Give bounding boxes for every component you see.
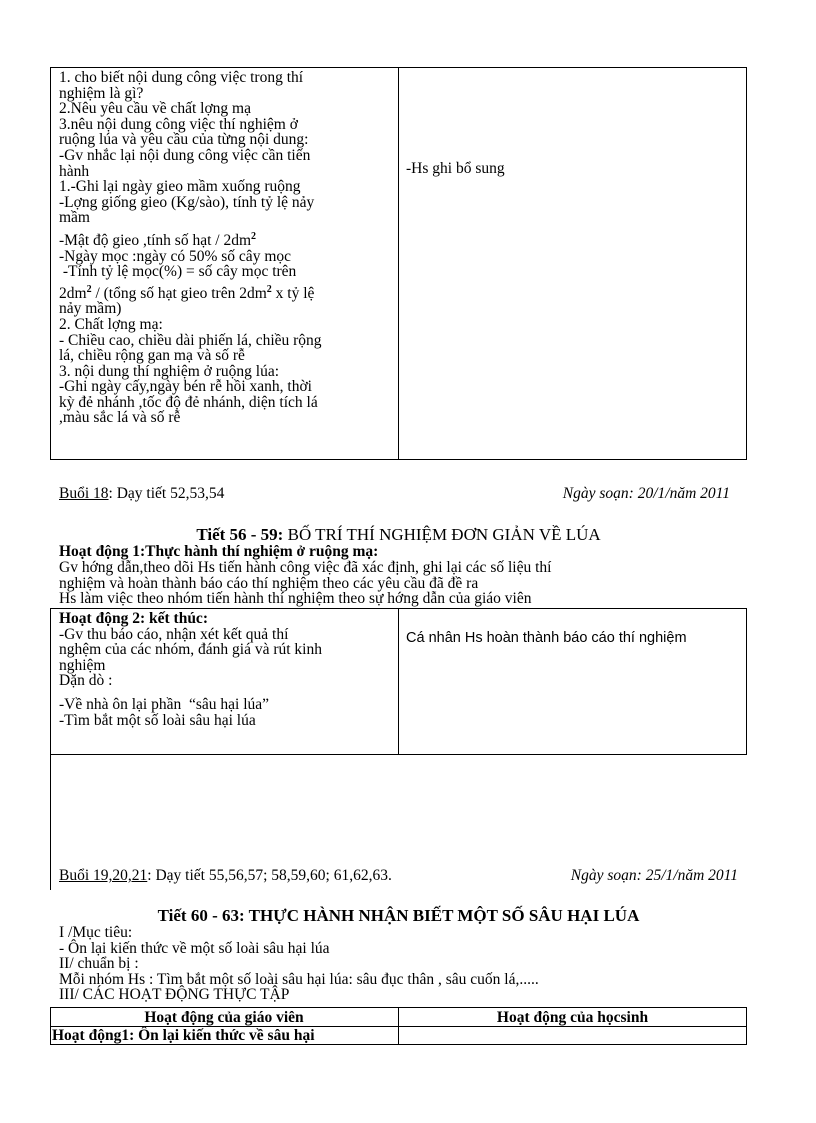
session-19-line <box>59 867 392 885</box>
text-line: 3.nêu nội dung công việc thí nghiệm ở <box>59 115 298 133</box>
session-rest: : Dạy tiết 55,56,57; 58,59,60; 61,62,63. <box>147 867 392 884</box>
text-line: Gv hớng dẫn,theo dõi Hs tiến hành công việc đã xác định, ghi lại các số liệu thí <box>59 560 552 576</box>
session-rest: : Dạy tiết 52,53,54 <box>108 485 225 502</box>
text-line: -Gv nhắc lại nội dung công việc cần tiến <box>59 146 311 164</box>
text-line: -Gv thu báo cáo, nhận xét kết quả thí <box>59 625 289 643</box>
text-line: -Lợng giống gieo (Kg/sào), tính tỷ lệ nảy <box>59 193 315 211</box>
text-line: nghệm của các nhóm, đánh giá và rút kinh <box>59 641 322 659</box>
text-line: - Chiều cao, chiều dài phiến lá, chiều rộng <box>59 331 322 349</box>
text-line: -Tìm bắt một số loài sâu hại lúa <box>59 711 256 729</box>
table-3-row-1-left: Hoạt động1: Ôn lại kiến thức về sâu hại <box>52 1027 315 1044</box>
text-line: 1.-Ghi lại ngày gieo mầm xuống ruộng <box>59 178 301 196</box>
text-line: Hs làm việc theo nhóm tiến hành thí nghiệm theo sự hớng dẫn của giáo viên <box>59 590 532 608</box>
text-line: ruộng lúa và yêu cầu của từng nội dung: <box>59 131 309 149</box>
lesson-2-body <box>59 925 749 1007</box>
text-line: hành <box>59 162 90 180</box>
text-line: 3. nội dung thí nghiệm ở ruộng lúa: <box>59 362 280 380</box>
table-2-right-cell: Cá nhân Hs hoàn thành báo cáo thí nghiệm <box>406 630 687 646</box>
text-line: Dặn dò : <box>59 672 113 690</box>
activity-2-heading: Hoạt động 2: kết thúc: <box>59 610 208 627</box>
lesson-2-title: Tiết 60 - 63: THỰC HÀNH NHẬN BIẾT MỘT SỐ SÂU HẠI LÚA <box>157 906 640 925</box>
session-label: Buổi 18 <box>59 485 109 502</box>
text-line: nghiệm <box>59 656 106 674</box>
review-line: -Về nhà ôn lại phần “sâu hại lúa” <box>59 695 270 713</box>
table-1-left-cell <box>59 70 395 458</box>
formula-line: $2dm^2$ / (tổng số hạt gieo trên $2dm^2$ x tỷ lệ <box>59 283 315 302</box>
text-line: 2.Nêu yêu cầu về chất lợng mạ <box>59 100 251 118</box>
lesson-1-title: Tiết 56 - 59: BỐ TRÍ THÍ NGHIỆM ĐƠN GIẢN VỀ LÚA <box>196 525 601 544</box>
text-line: Mỗi nhóm Hs : Tìm bắt một số loài sâu hại lúa: sâu đục thân , sâu cuốn lá,..... <box>59 970 539 988</box>
text-line: lá, chiều rộng gan mạ và số rễ <box>59 347 245 365</box>
text-line: I /Mục tiêu: <box>59 925 133 941</box>
text-line: -Ghi ngày cấy,ngày bén rễ hồi xanh, thời <box>59 378 312 396</box>
text-line: -Ngày mọc :ngày có 50% số cây mọc <box>59 247 292 265</box>
text-line: - Ôn lại kiến thức về một số loài sâu hại lúa <box>59 939 330 957</box>
session-18-line <box>59 485 224 503</box>
session-19-date: Ngày soạn: 25/1/năm 2011 <box>570 867 738 884</box>
column-header-student: Hoạt động của họcsinh <box>496 1009 649 1026</box>
activity-1-heading: Hoạt động 1:Thực hành thí nghiệm ở ruộng mạ: <box>59 543 379 560</box>
table-2-left-cell <box>59 611 395 728</box>
table-1-right-cell: -Hs ghi bổ sung <box>406 160 505 177</box>
column-header-teacher: Hoạt động của giáo viên <box>144 1009 304 1026</box>
text-line: ,màu sắc lá và số rễ <box>59 409 181 427</box>
density-line: -Mật độ gieo ,tính số hạt / $2dm^2$ <box>59 230 257 249</box>
session-label: Buổi 19,20,21 <box>59 867 148 884</box>
session-18-date: Ngày soạn: 20/1/năm 2011 <box>562 485 730 502</box>
text-line: II/ chuẩn bị : <box>59 955 139 973</box>
text-line: nghiệm và hoàn thành báo cáo thí nghiệm theo các yêu cầu đã đề ra <box>59 574 479 592</box>
text-line: 2. Chất lợng mạ: <box>59 315 163 333</box>
text-line: nảy mầm) <box>59 300 122 318</box>
blank-area-left-border <box>50 755 51 890</box>
text-line: III/ CÁC HOẠT ĐỘNG THỰC TẬP <box>59 986 290 1004</box>
text-line: mầm <box>59 209 90 227</box>
text-line: kỳ đẻ nhánh ,tốc độ đẻ nhánh, diện tích lá <box>59 393 318 411</box>
table-2-divider <box>398 608 399 755</box>
text-line: -Tính tỷ lệ mọc(%) = số cây mọc trên <box>59 263 297 281</box>
lesson-1-paragraph <box>59 560 749 609</box>
table-1-divider <box>398 67 399 460</box>
text-line: nghiệm là gì? <box>59 84 144 102</box>
text-line: 1. cho biết nội dung công việc trong thí <box>59 70 304 86</box>
